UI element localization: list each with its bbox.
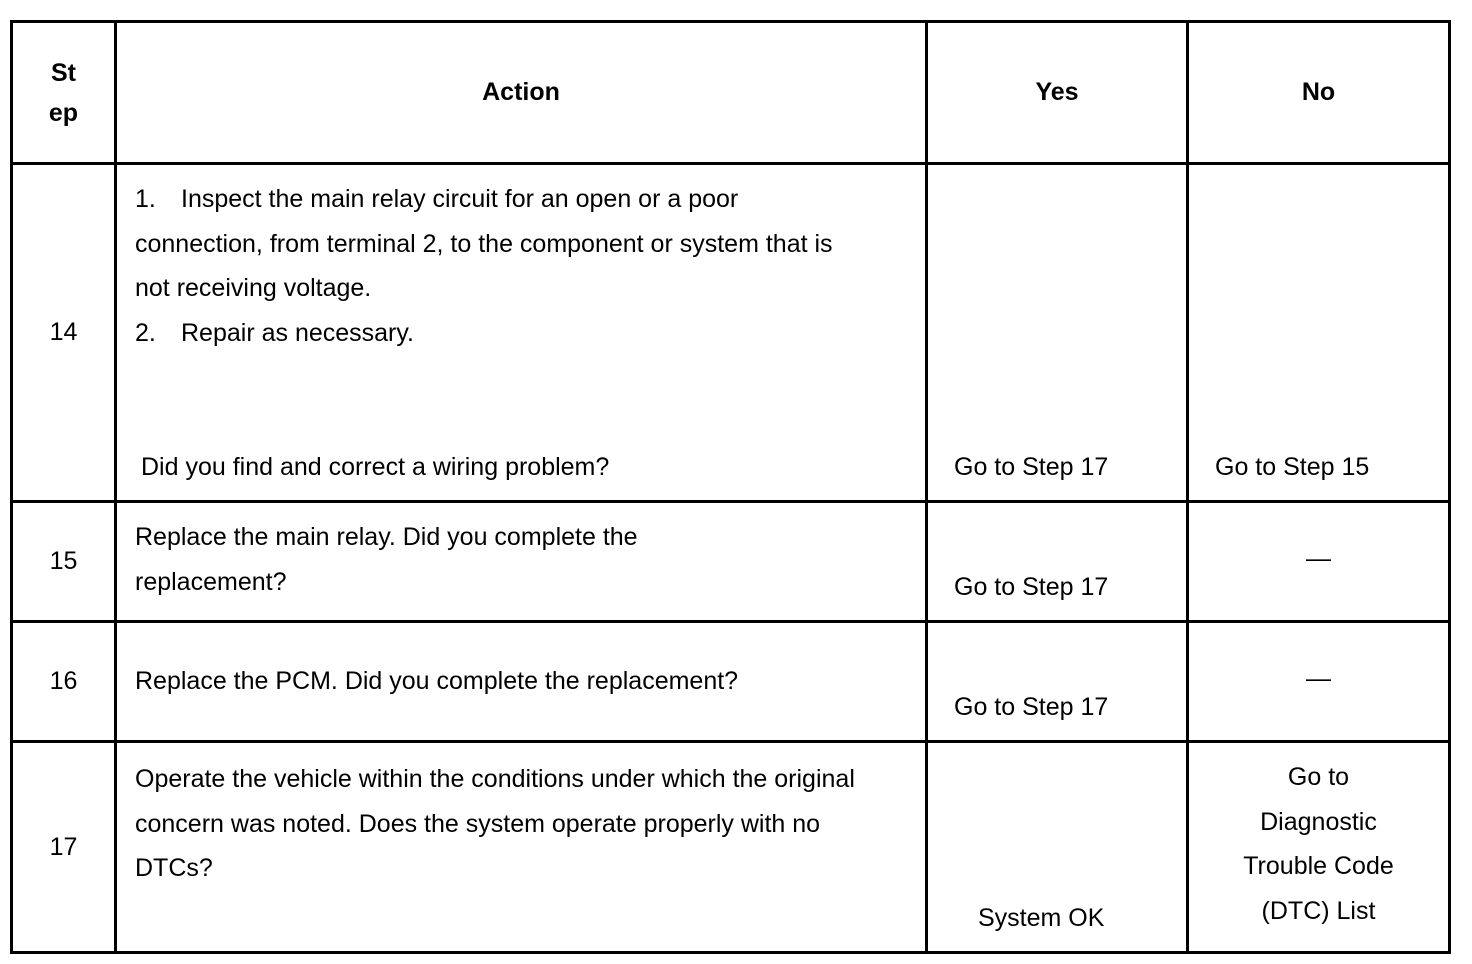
diagnostic-table xyxy=(10,20,1451,954)
no-cell xyxy=(1188,164,1450,502)
yes-cell xyxy=(927,742,1188,953)
action-question: Did you find and correct a wiring problem? xyxy=(141,453,610,481)
action-text: Operate the vehicle within the conditions under which the original concern was noted. Does the system operate properly with no DTCs? xyxy=(135,765,855,882)
action-column-header: Action xyxy=(116,22,927,164)
step-number: 14 xyxy=(12,164,116,502)
no-result: — xyxy=(1306,544,1331,573)
table-row xyxy=(12,742,1450,953)
no-result xyxy=(1189,743,1448,933)
no-cell xyxy=(1188,742,1450,953)
yes-result: System OK xyxy=(978,904,1105,932)
no-result-line: Trouble Code xyxy=(1243,852,1394,880)
step-column-header xyxy=(12,22,116,164)
yes-result: Go to Step 17 xyxy=(954,693,1109,721)
no-cell xyxy=(1188,502,1450,622)
step-number: 17 xyxy=(12,742,116,953)
header-row xyxy=(12,22,1450,164)
step-header-line-2: ep xyxy=(48,98,79,127)
table-row xyxy=(12,502,1450,622)
step-header-line-1: St xyxy=(51,58,76,87)
no-result-line: Go to xyxy=(1287,763,1350,791)
action-list-item xyxy=(135,311,855,356)
no-column-header: No xyxy=(1188,22,1450,164)
action-text: Replace the PCM. Did you complete the replacement? xyxy=(135,667,739,695)
no-cell xyxy=(1188,622,1450,742)
list-item-number: 1. xyxy=(135,185,156,213)
yes-cell xyxy=(927,502,1188,622)
yes-cell xyxy=(927,622,1188,742)
action-list xyxy=(117,165,925,355)
yes-column-header: Yes xyxy=(927,22,1188,164)
step-number: 16 xyxy=(12,622,116,742)
action-list-item xyxy=(135,177,855,311)
table-row xyxy=(12,164,1450,502)
yes-cell xyxy=(927,164,1188,502)
list-item-number: 2. xyxy=(135,318,156,347)
action-cell xyxy=(116,742,927,953)
list-item-text: Repair as necessary. xyxy=(181,318,414,347)
no-result: — xyxy=(1306,664,1331,693)
action-cell xyxy=(116,164,927,502)
yes-result: Go to Step 17 xyxy=(954,573,1109,601)
action-cell xyxy=(116,502,927,622)
yes-result: Go to Step 17 xyxy=(954,453,1109,481)
list-item-text: Inspect the main relay circuit for an open or a poor connection, from terminal 2, to the component or system that is not receiving voltage. xyxy=(135,185,833,302)
action-text: Replace the main relay. Did you complete the replacement? xyxy=(135,523,638,596)
action-cell xyxy=(116,622,927,742)
table-row xyxy=(12,622,1450,742)
no-result: Go to Step 15 xyxy=(1215,453,1370,481)
no-result-line: Diagnostic xyxy=(1260,807,1377,836)
no-result-line: (DTC) List xyxy=(1261,896,1376,925)
step-number: 15 xyxy=(12,502,116,622)
